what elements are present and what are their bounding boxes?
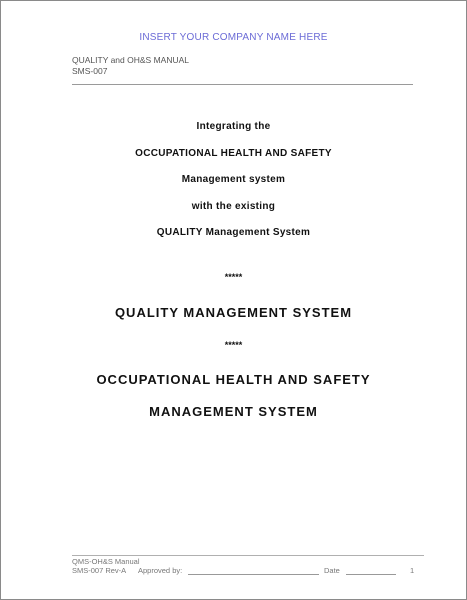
approved-by-signature-line [188, 574, 319, 575]
separator-stars-2: ***** [224, 340, 243, 350]
intro-line-5: QUALITY Management System [156, 227, 311, 238]
footer-date-label: Date [324, 566, 340, 575]
footer-page-number: 1 [410, 566, 415, 575]
header-divider [72, 84, 413, 85]
separator-stars-1: ***** [224, 272, 243, 282]
footer-divider [72, 555, 424, 556]
manual-title: QUALITY and OH&S MANUAL [72, 55, 189, 65]
intro-line-4: with the existing [191, 201, 276, 212]
intro-line-2: OCCUPATIONAL HEALTH AND SAFETY [135, 148, 332, 159]
footer-revision: SMS-007 Rev-A [72, 566, 127, 575]
ohs-title-line-2: MANAGEMENT SYSTEM [149, 404, 318, 419]
date-line [346, 574, 396, 575]
intro-line-1: Integrating the [196, 121, 271, 132]
intro-line-3: Management system [181, 174, 286, 185]
footer-doc-name: QMS-OH&S Manual [72, 557, 140, 566]
manual-code: SMS-007 [72, 66, 108, 76]
ohs-title-line-1: OCCUPATIONAL HEALTH AND SAFETY [96, 372, 371, 387]
company-name-placeholder: INSERT YOUR COMPANY NAME HERE [139, 32, 328, 43]
quality-management-title: QUALITY MANAGEMENT SYSTEM [114, 305, 353, 320]
footer-approved-by-label: Approved by: [138, 566, 183, 575]
